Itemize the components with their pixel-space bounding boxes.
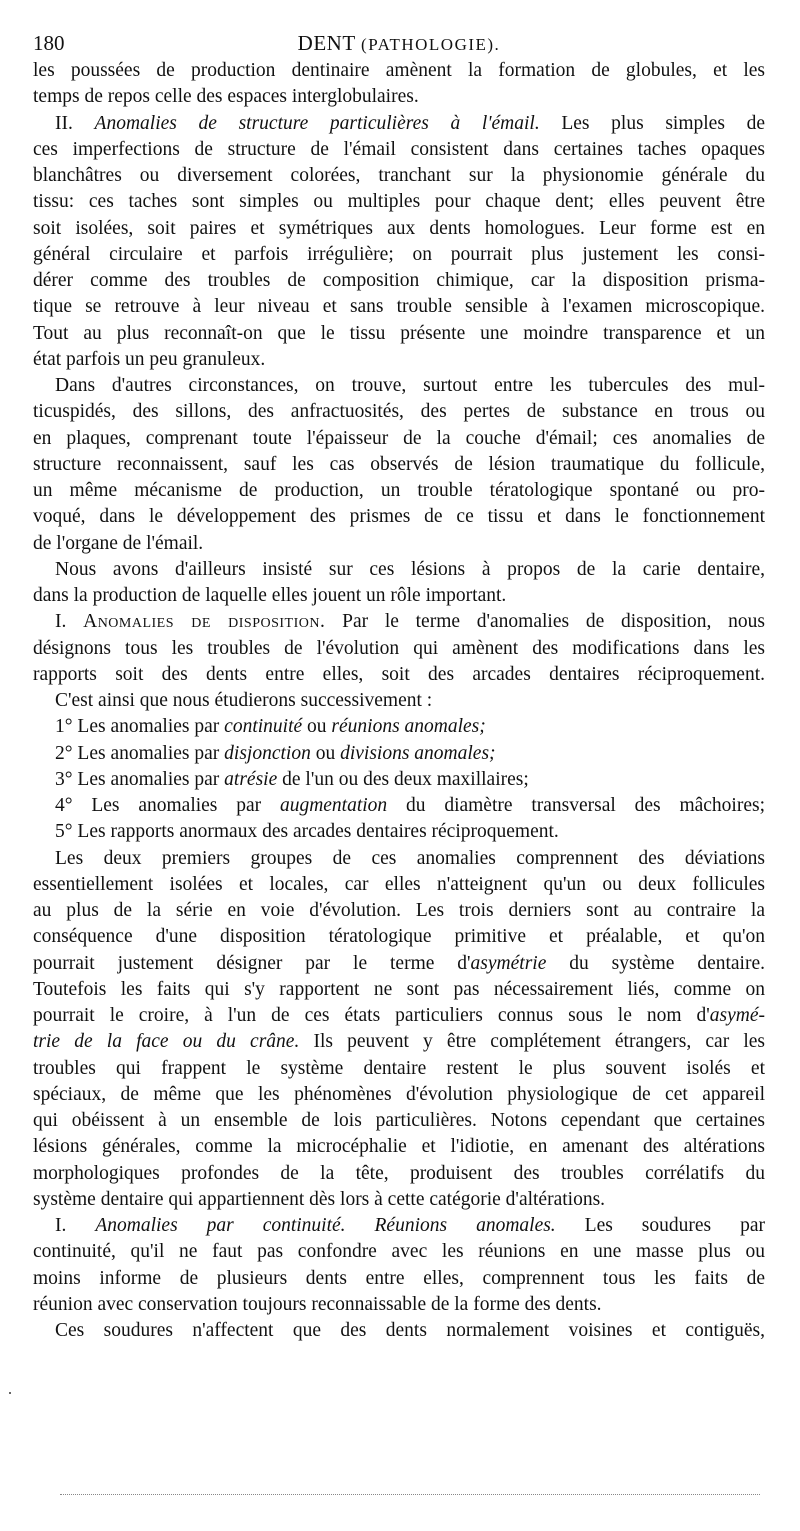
italic-text: augmentation [279, 795, 388, 816]
text-run: système dentaire qui appartiennent dès lors à cette catégorie d'altérations. [33, 1188, 606, 1210]
text-line [33, 1292, 765, 1318]
text-line [33, 189, 765, 215]
text-line [33, 137, 765, 163]
text-line [33, 662, 765, 688]
text-run: en plaques, comprenant toute l'épaisseur de la couche d'émail; ces anomalies de [33, 427, 765, 449]
text-line [33, 1082, 765, 1108]
text-line [33, 714, 765, 740]
page-header [33, 28, 765, 58]
text-line [33, 819, 765, 845]
italic-text: Anomalies par continuité. Réunions anomales. [95, 1215, 556, 1236]
text-run: les poussées de production dentinaire amènent la formation de globules, et les [33, 60, 765, 81]
text-run: II. [55, 112, 95, 134]
text-run: général circulaire et parfois irrégulière; on pourrait plus justement les consi- [33, 243, 765, 265]
text-line [33, 163, 765, 189]
text-run: Les soudures par [555, 1215, 765, 1236]
text-line [33, 504, 765, 530]
text-run: structure reconnaissent, sauf les cas observés de lésion traumatique du follicule, [33, 453, 765, 475]
text-line [33, 1213, 765, 1239]
text-run: tissu: ces taches sont simples ou multiples pour chaque dent; elles peuvent être [33, 191, 765, 213]
text-run: 3° Les anomalies par [55, 768, 225, 790]
text-line [33, 1003, 765, 1029]
text-run: de l'organe de l'émail. [33, 532, 204, 554]
text-line [33, 1318, 765, 1344]
margin-speck [9, 1392, 11, 1394]
italic-text: atrésie [224, 768, 278, 790]
text-line [33, 951, 765, 977]
text-line [33, 977, 765, 1003]
italic-text: Anomalies de structure particulières à l'émail. [94, 112, 540, 134]
text-line [33, 84, 765, 110]
text-run: moins informe de plusieurs dents entre elles, comprennent tous les faits de [33, 1267, 765, 1289]
text-run: Toutefois les faits qui s'y rapportent ne sont pas nécessairement liés, comme on [33, 978, 765, 1000]
text-line [33, 216, 765, 242]
text-run: C'est ainsi que nous étudierons successivement : [55, 690, 433, 711]
text-line [33, 557, 765, 583]
text-run: Les plus simples de [539, 112, 765, 134]
text-run: ces imperfections de structure de l'émail consistent dans certaines taches opaques [33, 138, 765, 160]
text-run: voqué, dans le développement des prismes de ce tissu et dans le fonctionnement [33, 506, 765, 528]
text-line [33, 373, 765, 399]
text-run: ou [302, 716, 332, 738]
text-line [33, 426, 765, 452]
text-run: rapports soit des dents entre elles, soit des arcades dentaires réciproquement. [33, 663, 765, 685]
text-line [33, 1134, 765, 1160]
text-run: temps de repos celle des espaces interglobulaires. [33, 86, 419, 108]
text-run: pourrait justement désigner par le terme d' [33, 952, 471, 974]
text-run: I. [55, 1215, 96, 1236]
text-line [33, 636, 765, 662]
text-run: Par le terme d'anomalies de disposition, nous [325, 611, 765, 633]
italic-text: disjonction [224, 742, 311, 764]
text-run: lésions générales, comme la microcéphalie et l'idiotie, en amenant des altérations [33, 1136, 765, 1158]
text-run: qui obéissent à un ensemble de lois particulières. Notons cependant que certaines [33, 1110, 765, 1131]
body-text [33, 58, 765, 1344]
text-run: spéciaux, de même que les phénomènes d'évolution physiologique de cet appareil [33, 1083, 765, 1105]
text-line [33, 1187, 765, 1213]
text-run: état parfois un peu granuleux. [33, 348, 266, 370]
text-line [33, 111, 765, 137]
text-line [33, 452, 765, 478]
text-run: ticuspidés, des sillons, des anfractuosités, des pertes de substance en trous ou [33, 401, 765, 423]
text-run: Les deux premiers groupes de ces anomalies comprennent des déviations [55, 847, 765, 869]
text-line [33, 1266, 765, 1292]
running-title-sub: (PATHOLOGIE). [361, 35, 501, 54]
text-line [33, 294, 765, 320]
text-run: tique se retrouve à leur niveau et sans trouble sensible à l'examen microscopique. [33, 296, 765, 318]
text-run: soit isolées, soit paires et symétriques aux dents homologues. Leur forme est en [33, 217, 765, 239]
text-run: essentiellement isolées et locales, car elles n'atteignent qu'un ou deux follicules [33, 873, 765, 895]
small-caps-text: Anomalies de disposition. [83, 611, 326, 633]
running-title [33, 28, 765, 60]
text-line [33, 399, 765, 425]
text-run: pourrait le croire, à l'un de ces états particuliers connus sous le nom d' [33, 1005, 710, 1026]
text-line [33, 58, 765, 84]
page-number: 180 [33, 31, 65, 55]
text-line [33, 531, 765, 557]
italic-text: réunions anomales; [331, 716, 486, 738]
book-page [33, 28, 765, 1344]
text-line [33, 898, 765, 924]
text-line [33, 478, 765, 504]
running-title-main: DENT [297, 31, 356, 55]
text-run: 4° Les anomalies par [55, 795, 280, 816]
text-line [33, 846, 765, 872]
italic-text: asymé- [709, 1005, 765, 1026]
text-run: réunion avec conservation toujours reconnaissable de la forme des dents. [33, 1293, 602, 1315]
text-run: du diamètre transversal des mâchoires; [387, 795, 765, 816]
italic-text: asymétrie [470, 952, 547, 974]
italic-text: divisions anomales; [340, 742, 496, 764]
text-run: au plus de la série en voie d'évolution. Les trois derniers sont au contraire la [33, 900, 765, 921]
text-line [33, 347, 765, 373]
text-run: conséquence d'une disposition tératologique primitive et préalable, et qu'on [33, 926, 765, 948]
text-line [33, 767, 765, 793]
text-line [33, 793, 765, 819]
text-run: Ils peuvent y être complétement étrangers, car les [299, 1031, 765, 1053]
text-run: de l'un ou des deux maxillaires; [277, 768, 529, 790]
text-line [33, 688, 765, 714]
text-line [33, 1161, 765, 1187]
footer-dotted-rule [60, 1494, 760, 1495]
text-run: blanchâtres ou diversement colorées, tranchant sur la physionomie générale du [33, 165, 765, 186]
text-run: I. [55, 611, 84, 633]
text-line [33, 1056, 765, 1082]
text-line [33, 1029, 765, 1055]
text-run: morphologiques profondes de la tête, produisent des troubles corrélatifs du [33, 1162, 765, 1184]
text-run: 1° Les anomalies par [55, 716, 225, 738]
text-run: Tout au plus reconnaît-on que le tissu présente une moindre transparence et un [33, 322, 765, 344]
text-line [33, 242, 765, 268]
text-line [33, 268, 765, 294]
text-run: troubles qui frappent le système dentaire restent le plus souvent isolés et [33, 1057, 765, 1079]
text-run: un même mécanisme de production, un trouble tératologique spontané ou pro- [33, 480, 765, 501]
text-line [33, 872, 765, 898]
text-run: Dans d'autres circonstances, on trouve, surtout entre les tubercules des mul- [55, 375, 765, 396]
italic-text: trie de la face ou du crâne. [33, 1031, 300, 1053]
text-line [33, 1239, 765, 1265]
text-run: désignons tous les troubles de l'évolution qui amènent des modifications dans les [33, 637, 765, 659]
text-line [33, 609, 765, 635]
text-line [33, 1108, 765, 1134]
text-line [33, 583, 765, 609]
text-run: Ces soudures n'affectent que des dents normalement voisines et contiguës, [55, 1320, 765, 1341]
text-run: 5° Les rapports anormaux des arcades dentaires réciproquement. [55, 821, 559, 843]
text-run: dans la production de laquelle elles jouent un rôle important. [33, 585, 507, 606]
text-line [33, 321, 765, 347]
text-run: 2° Les anomalies par [55, 742, 225, 764]
text-line [33, 924, 765, 950]
text-run: dérer comme des troubles de composition chimique, car la disposition prisma- [33, 270, 765, 291]
text-run: ou [310, 742, 341, 764]
text-line [33, 741, 765, 767]
text-run: Nous avons d'ailleurs insisté sur ces lésions à propos de la carie dentaire, [55, 558, 765, 580]
text-run: du système dentaire. [546, 952, 766, 974]
italic-text: continuité [224, 716, 303, 738]
text-run: continuité, qu'il ne faut pas confondre avec les réunions en une masse plus ou [33, 1241, 765, 1263]
